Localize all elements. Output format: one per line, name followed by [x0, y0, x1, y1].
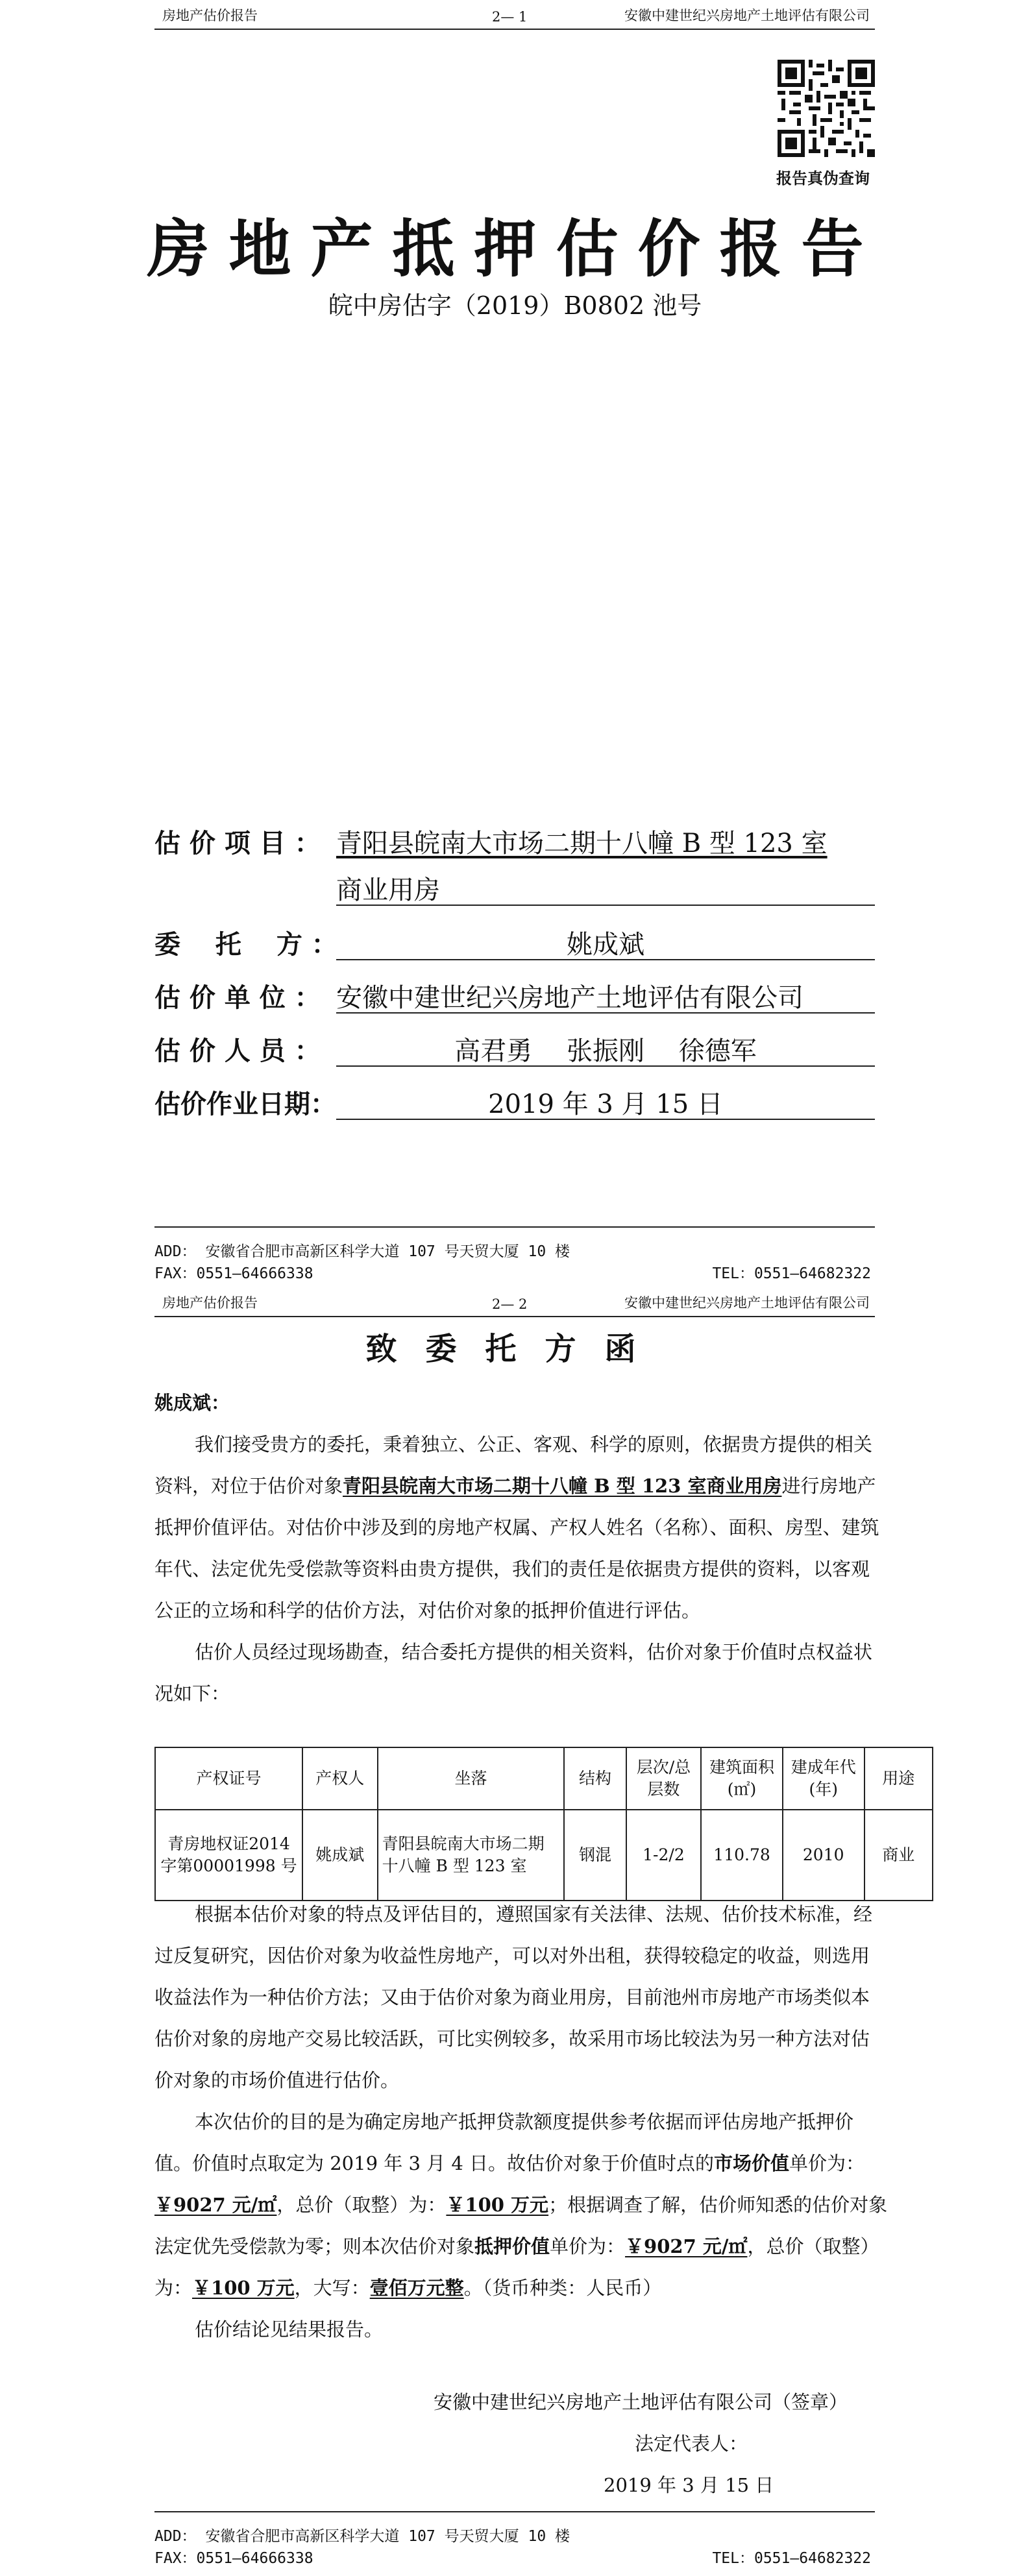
th-floor: 层次/总层数 — [626, 1747, 702, 1810]
header-company: 安徽中建世纪兴房地产土地评估有限公司 — [624, 1295, 870, 1311]
header-left: 房地产估价报告 — [162, 8, 258, 23]
field-appraisers-label: 估 价 人 员 ： — [154, 1036, 321, 1066]
cell-location: 青阳县皖南大市场二期十八幢 B 型 123 室 — [378, 1810, 565, 1901]
letter-title: 致委托方函 — [365, 1331, 665, 1367]
header-left: 房地产估价报告 — [162, 1295, 258, 1311]
field-project-cont — [154, 869, 888, 908]
field-date-value: 2019 年 3 月 15 日 — [336, 1084, 875, 1120]
footer-fax: FAX：0551—64666338 — [154, 2550, 313, 2567]
th-structure: 结构 — [564, 1747, 626, 1810]
cell-area: 110.78 — [701, 1810, 783, 1901]
letter-body-top — [154, 1382, 888, 1714]
paragraph-1: 我们接受贵方的委托，秉着独立、公正、客观、科学的原则，依据贵方提供的相关资料，对位于估价对象青阳县皖南大市场二期十八幢 B 型 123 室商业用房进行房地产抵押价值评估。对估价中涉及到的房地产权属、产权人姓名（名称）、面积、房型、建筑年代、法定优先受偿款等资料由贵方提供，我们的责任是依据贵方提供的资料，以客观公正的立场和科学的估价方法，对估价对象的抵押价值进行评估。 — [154, 1433, 879, 1622]
field-unit-value: 安徽中建世纪兴房地产土地评估有限公司 — [336, 977, 875, 1014]
field-date — [154, 1084, 888, 1123]
table-header-row — [155, 1747, 933, 1810]
paragraph-5: 估价结论见结果报告。 — [195, 2318, 384, 2340]
paragraph-2: 估价人员经过现场勘查，结合委托方提供的相关资料，估价对象于价值时点权益状况如下： — [154, 1641, 873, 1705]
field-project-value-1: 青阳县皖南大市场二期十八幢 B 型 123 室 — [336, 829, 828, 858]
th-use: 用途 — [864, 1747, 933, 1810]
page1-footer — [154, 1226, 875, 1293]
field-client — [154, 924, 888, 963]
field-unit — [154, 977, 888, 1016]
paragraph-4: 本次估价的目的是为确定房地产抵押贷款额度提供参考依据而评估房地产抵押价值。价值时点取定为 2019 年 3 月 4 日。故估价对象于价值时点的市场价值单价为：￥9027 元/㎡，总价（取整）为：￥100 万元；根据调查了解，估价师知悉的估价对象法定优先受偿款为零；则本次估价对象抵押价值单价为：￥9027 元/㎡，总价（取整）为：￥100 万元，大写：壹佰万元整。（货币种类：人民币） — [154, 2111, 888, 2299]
cell-floor: 1-2/2 — [626, 1810, 702, 1901]
header-page-number: 2— 1 — [492, 9, 528, 25]
field-project-label: 估 价 项 目 ： — [154, 829, 321, 858]
page2-footer — [154, 2511, 875, 2576]
cell-year: 2010 — [783, 1810, 864, 1901]
footer-address: ADD： 安徽省合肥市高新区科学大道 107 号天贸大厦 10 楼 — [154, 2528, 570, 2545]
th-cert: 产权证号 — [155, 1747, 302, 1810]
th-area: 建筑面积(㎡) — [701, 1747, 783, 1810]
field-project-value-2: 商业用房 — [336, 869, 875, 906]
th-owner: 产权人 — [302, 1747, 378, 1810]
signature-rep: 法定代表人： — [635, 2433, 748, 2455]
field-project — [154, 823, 888, 862]
field-client-value: 姚成斌 — [336, 924, 875, 960]
cell-use: 商业 — [864, 1810, 933, 1901]
report-ref-no: 皖中房估字（2019）B0802 池号 — [328, 291, 702, 320]
qr-code-icon[interactable] — [778, 60, 875, 157]
cell-owner: 姚成斌 — [302, 1810, 378, 1901]
paragraph-3: 根据本估价对象的特点及评估目的，遵照国家有关法律、法规、估价技术标准，经过反复研究，因估价对象为收益性房地产，可以对外出租，获得较稳定的收益，则选用收益法作为一种估价方法；又由于估价对象为商业用房，目前池州市房地产市场类似本估价对象的房地产交易比较活跃，可比实例较多，故采用市场比较法为另一种方法对估价对象的市场价值进行估价。 — [154, 1903, 873, 2091]
letter-body-bottom — [154, 1893, 888, 2350]
field-client-label: 委 托 方 ： — [154, 930, 337, 960]
cell-cert: 青房地权证2014 字第00001998 号 — [155, 1810, 302, 1901]
signature-date: 2019 年 3 月 15 日 — [604, 2474, 774, 2496]
footer-tel: TEL：0551—64682322 — [712, 1265, 871, 1282]
th-location: 坐落 — [378, 1747, 565, 1810]
field-appraisers — [154, 1030, 888, 1069]
th-year: 建成年代(年) — [783, 1747, 864, 1810]
header-page-number: 2— 2 — [492, 1296, 528, 1312]
field-appraisers-value: 高君勇 张振刚 徐德军 — [336, 1030, 875, 1067]
rights-table — [154, 1747, 933, 1901]
qr-caption: 报告真伪查询 — [776, 169, 870, 188]
header-company: 安徽中建世纪兴房地产土地评估有限公司 — [624, 8, 870, 23]
footer-fax: FAX：0551—64666338 — [154, 1265, 313, 1282]
signature-company: 安徽中建世纪兴房地产土地评估有限公司（签章） — [434, 2391, 848, 2413]
page1-header — [154, 3, 875, 30]
footer-tel: TEL：0551—64682322 — [712, 2550, 871, 2567]
cell-structure: 钢混 — [564, 1810, 626, 1901]
salutation: 姚成斌： — [154, 1392, 230, 1414]
field-unit-label: 估 价 单 位 ： — [154, 983, 321, 1013]
table-row — [155, 1810, 933, 1901]
footer-address: ADD： 安徽省合肥市高新区科学大道 107 号天贸大厦 10 楼 — [154, 1243, 570, 1260]
report-title: 房地产抵押估价报告 — [147, 212, 883, 286]
page2-header — [154, 1290, 875, 1317]
field-date-label: 估价作业日期： — [154, 1089, 336, 1119]
